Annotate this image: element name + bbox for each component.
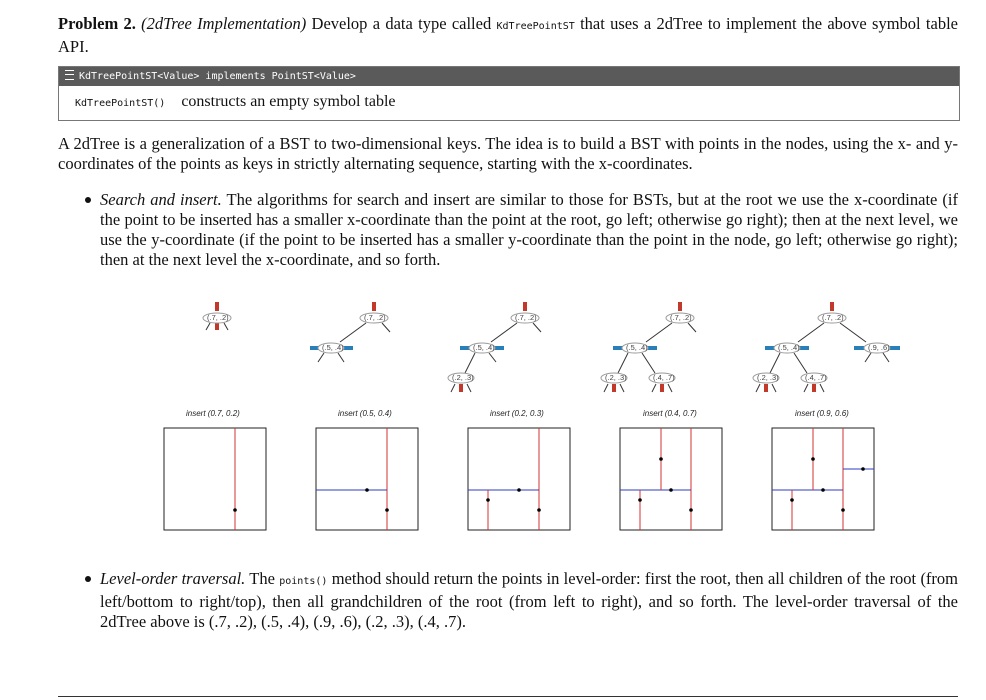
unit-square <box>316 428 418 530</box>
partition-box-2 <box>316 428 418 530</box>
api-header-text: KdTreePointST<Value> implements PointST<Value> <box>79 71 356 82</box>
point <box>811 457 815 461</box>
point <box>638 498 642 502</box>
point <box>821 488 825 492</box>
figure-caption: insert (0.7, 0.2) <box>186 409 240 418</box>
problem-label: Problem 2. <box>58 14 136 33</box>
point <box>486 498 490 502</box>
node-label: (.5, .4) <box>322 343 344 352</box>
api-constructor: KdTreePointST() <box>75 98 166 109</box>
figure-caption: insert (0.9, 0.6) <box>795 409 849 418</box>
search-body: The algorithms for search and insert are similar to those for BSTs, but at the root we use the x-coordinate (if the point to be inserted has a smaller x-coordinate than the point at the root, go left; otherwise go right); then at the next level, we use the y-coordinate (if the point to be inserted has a smaller y-coordinate than the point in the node, go left; otherwise go right); then at the next level the x-coordinate, and so forth. <box>100 190 958 269</box>
kdtree-figure <box>150 296 910 536</box>
level-title: Level-order traversal. <box>100 569 246 588</box>
level-pre: The <box>245 569 280 588</box>
partition-boxes <box>150 296 910 536</box>
figure-caption: insert (0.5, 0.4) <box>338 409 392 418</box>
node-label: (.9, .6) <box>868 343 890 352</box>
search-insert-bullet <box>100 190 958 270</box>
api-row <box>59 86 959 119</box>
node-label: (.2, .3) <box>757 373 779 382</box>
unit-square <box>164 428 266 530</box>
unit-square <box>772 428 874 530</box>
node-label: (.7, .2) <box>670 313 692 322</box>
point <box>385 508 389 512</box>
point <box>537 508 541 512</box>
bullet-dot <box>85 576 91 582</box>
problem-text-before: Develop a data type called <box>306 14 497 33</box>
level-order-bullet <box>100 569 958 632</box>
point <box>233 508 237 512</box>
point <box>841 508 845 512</box>
partition-box-5 <box>772 428 874 530</box>
api-header <box>59 67 959 86</box>
node-label: (.5, .4) <box>626 343 648 352</box>
node-label: (.5, .4) <box>473 343 495 352</box>
figure-caption: insert (0.4, 0.7) <box>643 409 697 418</box>
point <box>659 457 663 461</box>
node-label: (.2, .3) <box>605 373 627 382</box>
unit-square <box>468 428 570 530</box>
point <box>517 488 521 492</box>
point <box>689 508 693 512</box>
search-title: Search and insert. <box>100 190 222 209</box>
unit-square <box>620 428 722 530</box>
point <box>790 498 794 502</box>
bullet-dot <box>85 197 91 203</box>
node-label: (.2, .3) <box>452 373 474 382</box>
problem-text-after: that uses a 2dTree to implement the above symbol table API. <box>58 14 958 56</box>
point <box>669 488 673 492</box>
point <box>861 467 865 471</box>
node-label: (.5, .4) <box>778 343 800 352</box>
partition-box-3 <box>468 428 570 530</box>
page-rule <box>58 696 958 697</box>
node-label: (.7, .2) <box>822 313 844 322</box>
api-constructor-desc: constructs an empty symbol table <box>181 93 396 110</box>
intro-paragraph: A 2dTree is a generalization of a BST to two-dimensional keys. The idea is to build a BST with points in the nodes, using the x- and y-coordinates of the points as keys in strictly alternating sequence, starting with the x-coordinates. <box>58 134 958 173</box>
partition-box-4 <box>620 428 722 530</box>
api-table <box>58 66 960 121</box>
level-body: method should return the points in level-order: first the root, then all children of the root (from left/bottom to right/top), then all grandchildren of the root (from left to right), and so forth. The level-order traversal of the 2dTree above is (.7, .2), (.5, .4), (.9, .6), (.2, .3), (.4, .7). <box>100 569 959 631</box>
node-label: (.7, .2) <box>364 313 386 322</box>
node-label: (.7, .2) <box>515 313 537 322</box>
node-label: (.4, .7) <box>653 373 675 382</box>
list-icon <box>65 70 74 80</box>
node-label: (.7, .2) <box>207 313 229 322</box>
figure-caption: insert (0.2, 0.3) <box>490 409 544 418</box>
problem-statement <box>58 14 958 57</box>
partition-box-1 <box>164 428 266 530</box>
point <box>365 488 369 492</box>
node-label: (.4, .7) <box>805 373 827 382</box>
class-name: KdTreePointST <box>496 21 575 32</box>
level-method: points() <box>279 576 328 587</box>
problem-title: (2dTree Implementation) <box>141 14 307 33</box>
